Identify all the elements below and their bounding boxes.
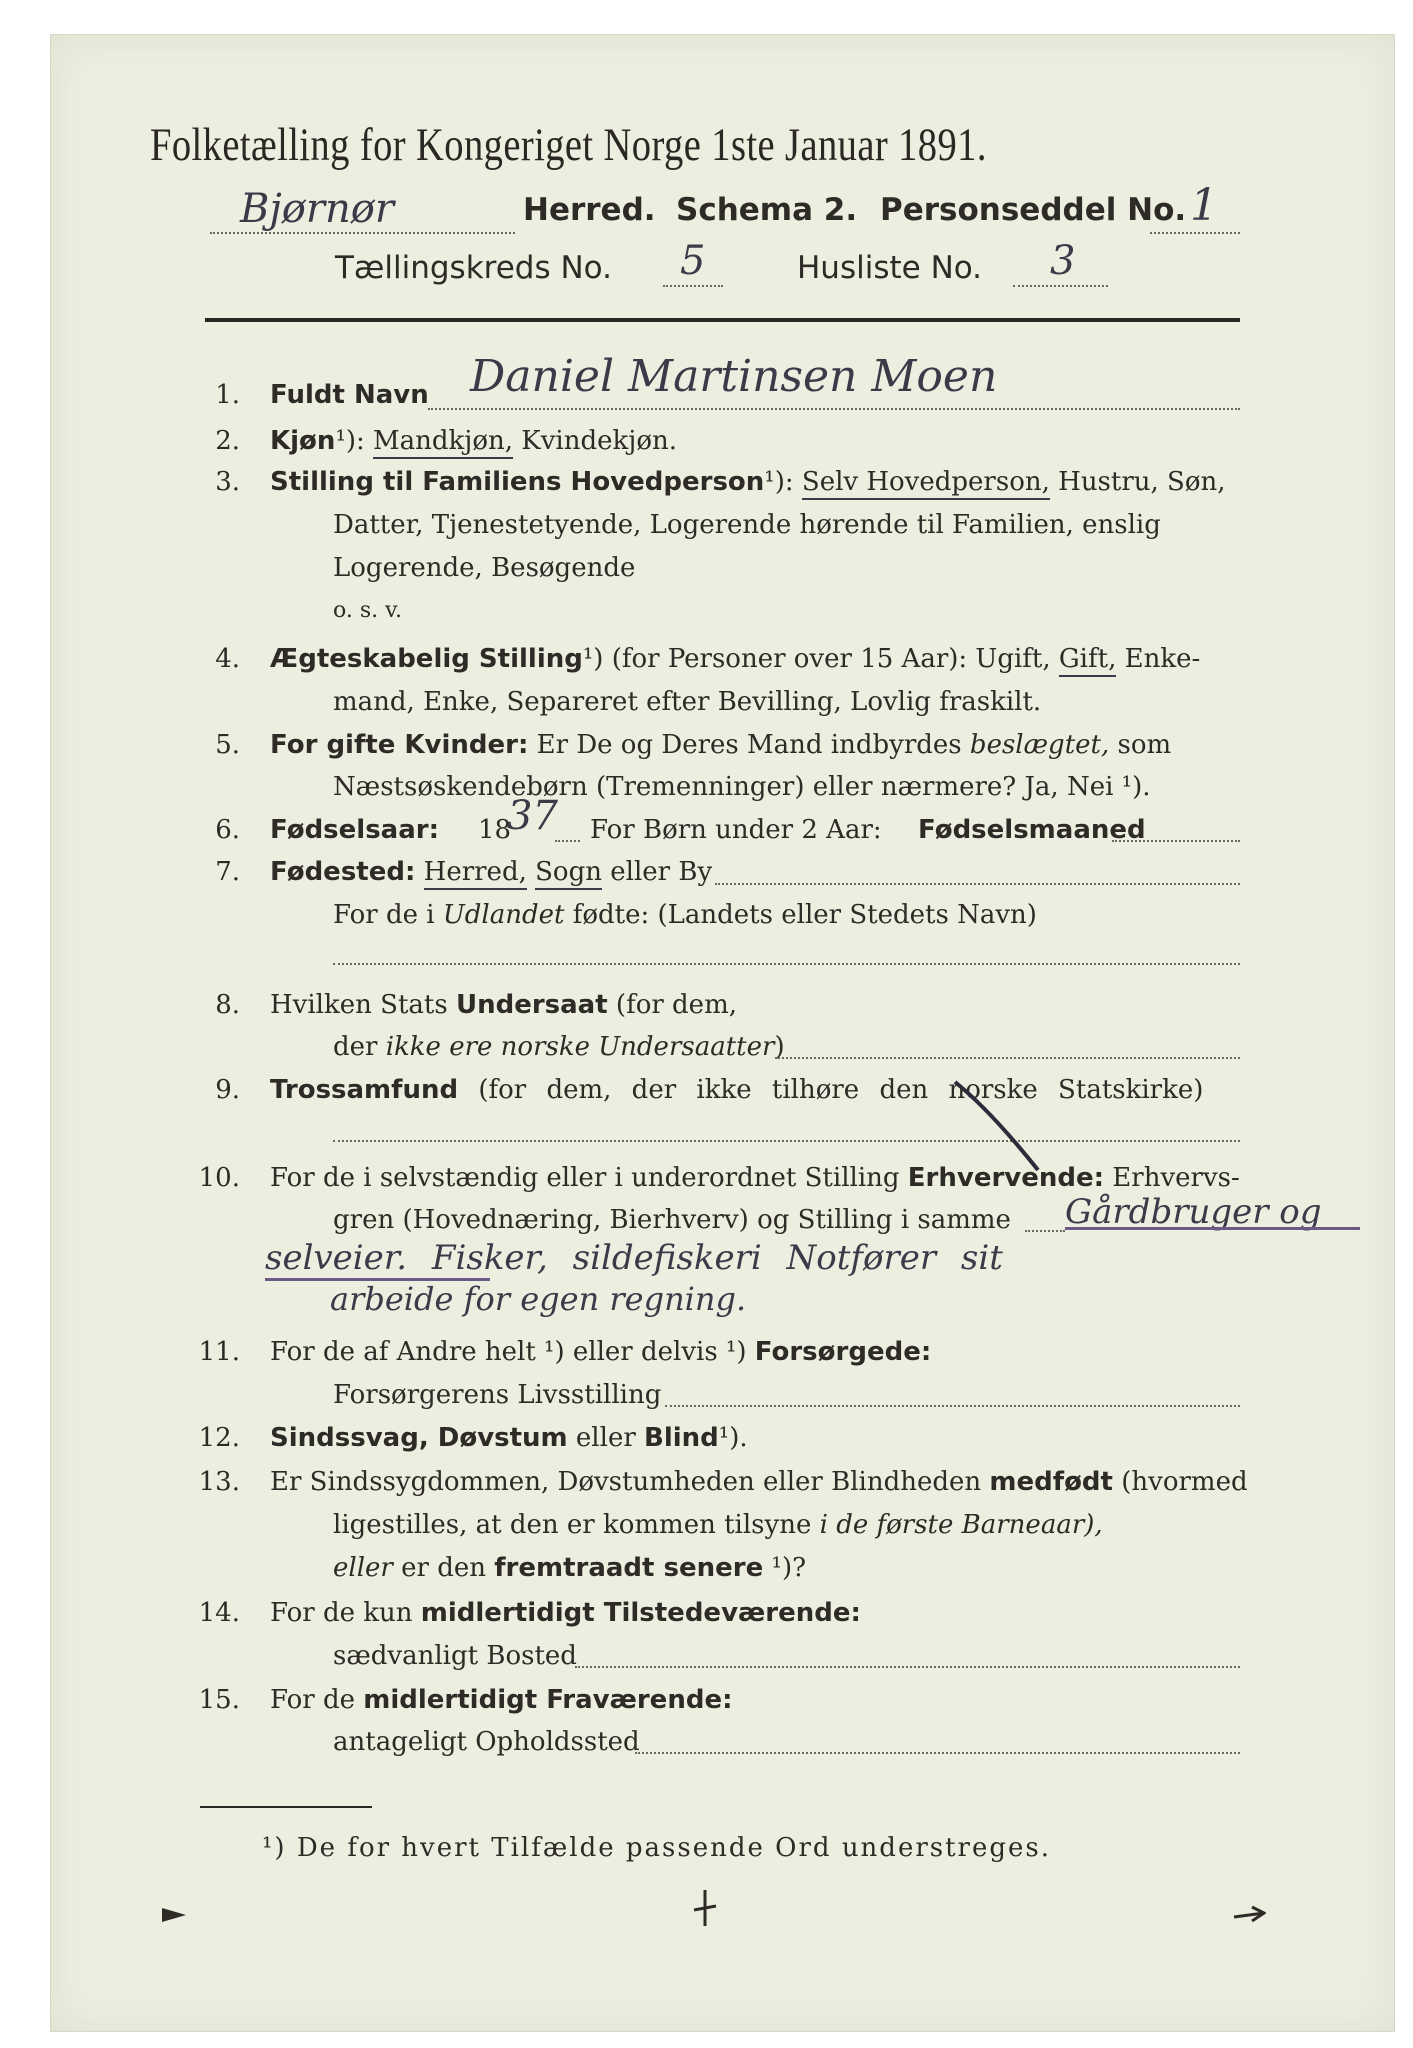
item-number: 9. xyxy=(215,1075,240,1105)
item-label: fremtraadt senere xyxy=(494,1553,764,1583)
occupation-value-line-1: Gårdbruger og xyxy=(1065,1192,1322,1232)
occupation-dots xyxy=(1025,1230,1065,1232)
occupation-value-line-2: selveier. Fisker, sildefiskeri Notfører sit xyxy=(265,1238,1003,1278)
item-number: 14. xyxy=(198,1598,240,1628)
item-text: er den xyxy=(401,1553,486,1583)
item-number: 5. xyxy=(215,730,240,760)
item-number: 8. xyxy=(215,990,240,1020)
option-selv-hovedperson: Selv Hovedperson, xyxy=(802,467,1050,500)
birth-year-prefix: 18 xyxy=(478,815,512,845)
provider-dots xyxy=(665,1405,1240,1407)
item-label: Erhvervende: xyxy=(907,1163,1105,1193)
item-label: midlertidigt Tilstedeværende: xyxy=(420,1598,861,1628)
item-label: medfødt xyxy=(989,1467,1113,1497)
item-label: Undersaat xyxy=(455,990,608,1020)
option-mandkjon: Mandkjøn, xyxy=(373,426,513,459)
item-label: Sindssvag, Døvstum xyxy=(270,1423,568,1453)
footnote: ¹) De for hvert Tilfælde passende Ord understreges. xyxy=(262,1833,1052,1863)
item-line xyxy=(270,1593,861,1633)
item-text: eller xyxy=(333,1553,393,1583)
form-title: Folketælling for Kongeriget Norge 1ste Januar 1891. xyxy=(150,119,987,171)
item-number: 4. xyxy=(215,644,240,674)
personseddel-value: 1 xyxy=(1190,180,1218,231)
item-line xyxy=(333,1548,806,1588)
item-label: Trossamfund xyxy=(270,1075,459,1105)
item-text: Logerende, Besøgende xyxy=(333,553,636,583)
item-text: mand, Enke, Separeret efter Bevilling, Lovlig fraskilt. xyxy=(333,687,1042,717)
occupation-underline-2 xyxy=(265,1278,490,1281)
item-number: 12. xyxy=(198,1423,240,1453)
item-text: Næstsøskendebørn (Tremenninger) eller nærmere? Ja, Nei ¹). xyxy=(333,772,1151,802)
item-label: Fødested: xyxy=(270,857,416,887)
footnote-marker: ¹): xyxy=(335,426,365,456)
item-number: 7. xyxy=(215,857,240,887)
item-text: ligestilles, at den er kommen tilsyne xyxy=(333,1510,812,1540)
item-text: ¹). xyxy=(718,1423,748,1453)
option-sogn: Sogn xyxy=(535,857,602,890)
item-text: som xyxy=(1117,730,1172,760)
item-line xyxy=(270,1418,748,1458)
full-name-dots xyxy=(428,408,1240,410)
item-text: Er Sindssygdommen, Døvstumheden eller Blindheden xyxy=(270,1467,982,1497)
item-text: Hustru, Søn, xyxy=(1058,467,1226,497)
item-text: eller xyxy=(575,1423,636,1453)
personseddel-dots xyxy=(1150,232,1240,234)
item-line xyxy=(333,1505,1103,1545)
kreds-value: 5 xyxy=(680,238,706,284)
item-number: 1. xyxy=(215,380,240,410)
item-text: ) xyxy=(774,1032,785,1062)
item-text: beslægtet, xyxy=(969,730,1110,760)
item-text: eller By xyxy=(610,857,713,887)
item-number: 6. xyxy=(215,815,240,845)
item-text: Udlandet xyxy=(442,900,565,930)
item-line xyxy=(333,895,1037,935)
item-label: Ægteskabelig Stilling xyxy=(270,644,583,674)
margin-arrow-mark xyxy=(160,1900,190,1930)
nationality-dots xyxy=(775,1057,1240,1059)
footnote-rule xyxy=(200,1806,372,1808)
item-line xyxy=(270,725,1171,765)
herred-value: Bjørnør xyxy=(240,186,394,232)
item-line xyxy=(270,1462,1248,1502)
margin-arrow-mark xyxy=(1232,1905,1266,1925)
item-text: gren (Hovednæring, Bierhverv) og Stilling i samme xyxy=(333,1205,1011,1235)
item-text: For de kun xyxy=(270,1598,413,1628)
item-text: For Børn under 2 Aar: xyxy=(590,815,882,845)
husliste-dots xyxy=(1013,285,1108,287)
item-label: For gifte Kvinder: xyxy=(270,730,529,760)
herred-label: Herred. xyxy=(523,192,656,228)
item-text: o. s. v. xyxy=(333,598,402,623)
item-text: For de i selvstændig eller i underordnet Stilling xyxy=(270,1163,900,1193)
item-text: sædvanligt Bosted xyxy=(333,1641,577,1671)
item-line xyxy=(270,462,1226,502)
item-text: ikke ere norske Undersaatter xyxy=(385,1032,775,1062)
husliste-value: 3 xyxy=(1050,238,1076,284)
occupation-underline-1 xyxy=(1065,1227,1360,1230)
option-gift: Gift, xyxy=(1059,644,1116,677)
residence-dots xyxy=(575,1666,1240,1668)
item-text: ¹)? xyxy=(771,1553,807,1583)
item-text: der xyxy=(333,1032,378,1062)
item-text: Hvilken Stats xyxy=(270,990,448,1020)
footnote-marker: ¹): xyxy=(764,467,794,497)
item-label: Fødselsaar: xyxy=(270,815,439,845)
option-herred: Herred, xyxy=(424,857,527,890)
item-text: (for Personer over 15 Aar): Ugift, xyxy=(611,644,1051,674)
item-label: Fuldt Navn xyxy=(270,380,429,410)
item-line xyxy=(270,852,712,892)
item-number: 11. xyxy=(198,1337,240,1367)
birth-month-dots xyxy=(1112,840,1240,842)
item-number: 15. xyxy=(198,1685,240,1715)
item-line xyxy=(270,421,677,461)
item-text: Erhvervs- xyxy=(1112,1163,1240,1193)
item-number: 3. xyxy=(215,467,240,497)
item-line xyxy=(270,639,1200,679)
item-line xyxy=(270,1070,1203,1110)
item-text: antageligt Opholdssted xyxy=(333,1727,640,1757)
item-text: For de xyxy=(270,1685,355,1715)
option-kvindekjon: Kvindekjøn. xyxy=(521,426,677,456)
item-text: Datter, Tjenestetyende, Logerende hørende til Familien, enslig xyxy=(333,510,1161,540)
item-number: 13. xyxy=(198,1467,240,1497)
full-name-value: Daniel Martinsen Moen xyxy=(470,351,998,402)
item-text: fødte: (Landets eller Stedets Navn) xyxy=(572,900,1037,930)
item-text: Enke- xyxy=(1124,644,1201,674)
footnote-marker: ¹) xyxy=(582,644,604,674)
birth-year-dots xyxy=(555,840,580,842)
item-label: midlertidigt Fraværende: xyxy=(363,1685,733,1715)
item-line xyxy=(270,1680,732,1720)
husliste-label: Husliste No. xyxy=(797,250,983,286)
item-text: Er De og Deres Mand indbyrdes xyxy=(536,730,962,760)
herred-dots xyxy=(210,232,515,234)
abode-dots xyxy=(635,1752,1240,1754)
item-text: For de af Andre helt ¹) eller delvis ¹) xyxy=(270,1337,747,1367)
item-line xyxy=(333,1027,785,1067)
header-rule xyxy=(205,318,1240,322)
item-text: (for dem, der ikke tilhøre den norske Statskirke) xyxy=(478,1075,1204,1105)
item-text: (hvormed xyxy=(1121,1467,1248,1497)
birth-year-value: 37 xyxy=(507,793,558,839)
item-line xyxy=(270,985,737,1025)
item-label: Blind xyxy=(644,1423,719,1453)
margin-cross-mark xyxy=(690,1888,720,1928)
religion-dots xyxy=(333,1140,1240,1142)
item-text: For de i xyxy=(333,900,435,930)
birthplace-dots xyxy=(715,883,1240,885)
item-number: 2. xyxy=(215,426,240,456)
item-label: Stilling til Familiens Hovedperson xyxy=(270,467,765,497)
occupation-value-line-3: arbeide for egen regning. xyxy=(330,1280,747,1318)
foreign-birthplace-dots xyxy=(333,963,1240,965)
item-text: (for dem, xyxy=(615,990,737,1020)
item-label: Fødselsmaaned xyxy=(918,815,1146,845)
item-label: Kjøn xyxy=(270,426,336,456)
item-number: 10. xyxy=(198,1163,240,1193)
kreds-dots xyxy=(663,285,723,287)
personseddel-label: Personseddel No. xyxy=(880,192,1187,228)
item-line xyxy=(270,1332,931,1372)
kreds-label: Tællingskreds No. xyxy=(335,250,612,286)
item-text: Forsørgerens Livsstilling xyxy=(333,1380,662,1410)
item-label: Forsørgede: xyxy=(754,1337,932,1367)
item-text: i de første Barneaar), xyxy=(819,1510,1103,1540)
schema-label: Schema 2. xyxy=(676,192,858,228)
